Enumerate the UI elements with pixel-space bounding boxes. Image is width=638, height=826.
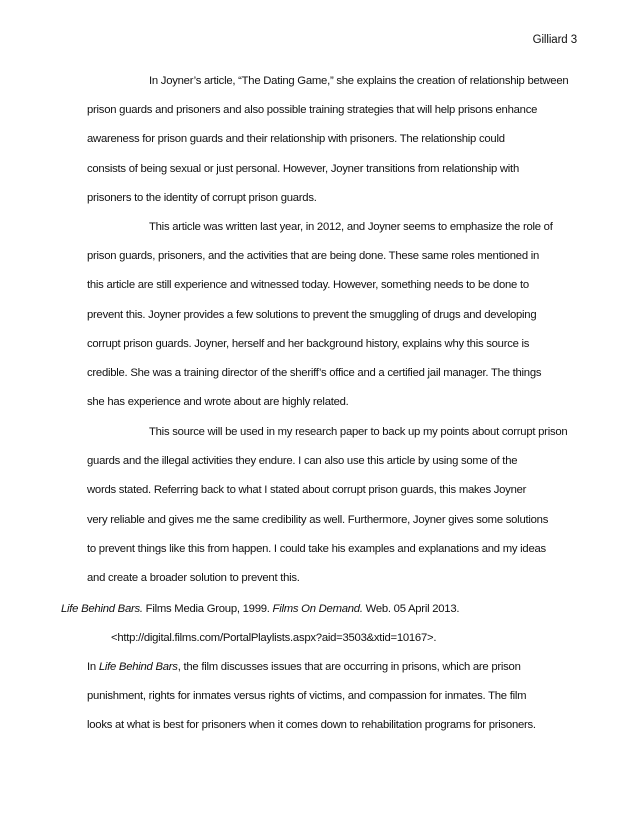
bibliography-entry xyxy=(61,595,459,653)
film-intro: In xyxy=(87,661,99,673)
citation-url: <http://digital.films.com/PortalPlaylists.aspx?aid=3503&xtid=10167>. xyxy=(111,632,437,645)
text-line: consists of being sexual or just personal. However, Joyner transitions from relationship with xyxy=(87,162,519,175)
film-title: Life Behind Bars xyxy=(98,661,178,673)
citation-title: Life Behind Bars. xyxy=(61,603,143,615)
paragraph-joyner-credibility xyxy=(87,213,577,417)
citation-line xyxy=(61,603,459,615)
text-line: guards and the illegal activities they endure. I can also use this article by using some of the xyxy=(87,455,518,468)
paragraph-film-summary xyxy=(87,653,577,741)
text-line: words stated. Referring back to what I stated about corrupt prison guards, this makes Joyner xyxy=(87,484,527,497)
paragraph-source-use xyxy=(87,418,577,593)
running-head: Gilliard 3 xyxy=(532,34,577,46)
text-line: prevent this. Joyner provides a few solutions to prevent the smuggling of drugs and developing xyxy=(87,308,537,321)
citation-database: Films On Demand. xyxy=(272,603,363,615)
text-line: prison guards and prisoners and also possible training strategies that will help prisons enhance xyxy=(87,104,538,117)
text-line: and create a broader solution to prevent this. xyxy=(87,572,300,585)
text-line: prisoners to the identity of corrupt prison guards. xyxy=(87,191,317,204)
text-line: This source will be used in my research paper to back up my points about corrupt prison xyxy=(149,426,568,438)
citation-access: Web. 05 April 2013. xyxy=(362,603,460,615)
citation-publisher: Films Media Group, 1999. xyxy=(142,603,273,615)
film-first-line: , the film discusses issues that are occurring in prisons, which are prison xyxy=(177,661,521,673)
paragraph-joyner-summary xyxy=(87,67,577,213)
text-line: credible. She was a training director of the sheriff’s office and a certified jail manager. The things xyxy=(87,367,542,380)
text-line: corrupt prison guards. Joyner, herself and her background history, explains why this source is xyxy=(87,337,530,350)
text-line: In Joyner’s article, “The Dating Game,” she explains the creation of relationship between xyxy=(149,75,569,87)
text-line: punishment, rights for inmates versus rights of victims, and compassion for inmates. The film xyxy=(87,690,527,703)
text-line: prison guards, prisoners, and the activities that are being done. These same roles mentioned in xyxy=(87,250,540,263)
text-line: she has experience and wrote about are highly related. xyxy=(87,396,349,409)
text-line: very reliable and gives me the same credibility as well. Furthermore, Joyner gives some solutions xyxy=(87,513,549,526)
text-line xyxy=(87,653,577,682)
text-line: This article was written last year, in 2012, and Joyner seems to emphasize the role of xyxy=(149,221,553,233)
text-line: awareness for prison guards and their relationship with prisoners. The relationship could xyxy=(87,133,505,146)
text-line: this article are still experience and witnessed today. However, something needs to be done to xyxy=(87,279,529,292)
text-line: looks at what is best for prisoners when it comes down to rehabilitation programs for prisoners. xyxy=(87,719,536,732)
text-line: to prevent things like this from happen. I could take his examples and explanations and my ideas xyxy=(87,542,546,555)
